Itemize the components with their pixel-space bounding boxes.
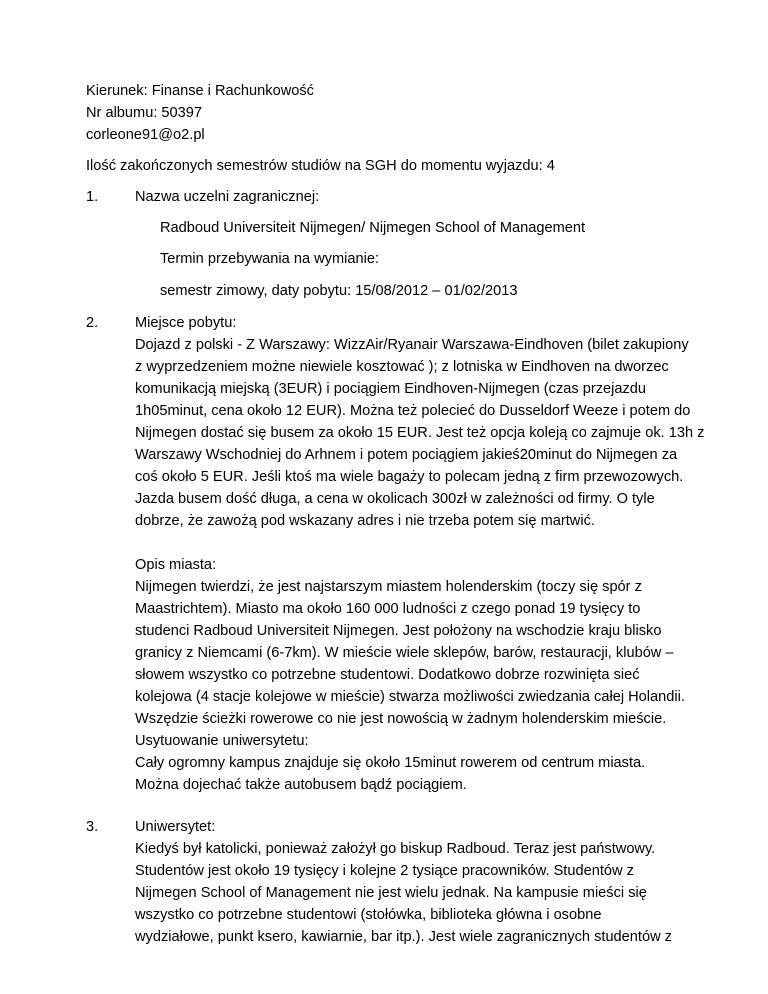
section-1-title: Nazwa uczelni zagranicznej:	[135, 189, 320, 205]
section-3-title: Uniwersytet:	[135, 819, 216, 835]
university-paragraph	[135, 838, 675, 948]
term-label: Termin przebywania na wymianie:	[160, 251, 379, 267]
email-address: corleone91@o2.pl	[86, 127, 205, 143]
paragraph-line: z wyprzedzeniem możne niewiele kosztować ); z lotniska w Eindhoven na dworzec	[135, 359, 669, 375]
university-location-title: Usytuowanie uniwersytetu:	[135, 733, 309, 749]
city-description-title: Opis miasta:	[135, 557, 217, 573]
section-1-number: 1.	[86, 189, 99, 205]
paragraph-line: wszystko co potrzebne studentowi (stołówka, biblioteka główna i osobne	[135, 907, 602, 923]
paragraph-line: kolejowa (4 stacje kolejowe w mieście) stwarza możliwości zwiedzania całej Holandii.	[135, 689, 685, 705]
paragraph-line: dobrze, że zawożą pod wskazany adres i nie trzeba potem się martwić.	[135, 513, 595, 529]
paragraph-line: komunikacją miejską (3EUR) i pociągiem Eindhoven-Nijmegen (czas przejazdu	[135, 381, 646, 397]
section-2-title: Miejsce pobytu:	[135, 315, 237, 331]
term-value: semestr zimowy, daty pobytu: 15/08/2012 – 01/02/2013	[160, 283, 518, 299]
paragraph-line: Wszędzie ścieżki rowerowe co nie jest nowością w żadnym holenderskim mieście.	[135, 711, 667, 727]
paragraph-line: słowem wszystko co potrzebne studentowi. Dodatkowo dobrze rozwinięta sieć	[135, 667, 640, 683]
paragraph-line: Nijmegen School of Management nie jest wielu jednak. Na kampusie mieści się	[135, 885, 647, 901]
paragraph-line: Studentów jest około 19 tysięcy i kolejne 2 tysiące pracowników. Studentów z	[135, 863, 634, 879]
paragraph-line: 1h05minut, cena około 12 EUR). Można też polecieć do Dusseldorf Weeze i potem do	[135, 403, 691, 419]
paragraph-line: Nijmegen dostać się busem za około 15 EUR. Jest też opcja koleją co zajmuje ok. 13h z	[135, 425, 705, 441]
travel-paragraph	[135, 334, 705, 532]
field-of-study: Kierunek: Finanse i Rachunkowość	[86, 83, 314, 99]
paragraph-line: Nijmegen twierdzi, że jest najstarszym miastem holenderskim (toczy się spór z	[135, 579, 642, 595]
paragraph-line: Kiedyś był katolicki, ponieważ założył go biskup Radboud. Teraz jest państwowy.	[135, 841, 656, 857]
section-2-number: 2.	[86, 315, 99, 331]
completed-semesters: Ilość zakończonych semestrów studiów na SGH do momentu wyjazdu: 4	[86, 158, 555, 174]
paragraph-line: coś około 5 EUR. Jeśli ktoś ma wiele bagaży to polecam jedną z firm przewozowych.	[135, 469, 684, 485]
paragraph-line: granicy z Niemcami (6-7km). W mieście wiele sklepów, barów, restauracji, klubów –	[135, 645, 674, 661]
album-number: Nr albumu: 50397	[86, 105, 203, 121]
university-location-paragraph	[135, 752, 675, 796]
paragraph-line: Jazda busem dość długa, a cena w okolicach 300zł w zależności od firmy. O tyle	[135, 491, 655, 507]
paragraph-line: Maastrichtem). Miasto ma około 160 000 ludności z czego ponad 19 tysięcy to	[135, 601, 641, 617]
paragraph-line: Cały ogromny kampus znajduje się około 15minut rowerem od centrum miasta.	[135, 755, 646, 771]
paragraph-line: studenci Radboud Universiteit Nijmegen. Jest położony na wschodzie kraju blisko	[135, 623, 662, 639]
paragraph-line: Można dojechać także autobusem bądź pociągiem.	[135, 777, 467, 793]
paragraph-line: wydziałowe, punkt ksero, kawiarnie, bar itp.). Jest wiele zagranicznych studentów z	[135, 929, 672, 945]
university-name: Radboud Universiteit Nijmegen/ Nijmegen School of Management	[160, 220, 586, 236]
paragraph-line: Warszawy Wschodniej do Arhnem i potem pociągiem jakieś20minut do Nijmegen za	[135, 447, 678, 463]
section-3-number: 3.	[86, 819, 99, 835]
paragraph-line: Dojazd z polski - Z Warszawy: WizzAir/Ryanair Warszawa-Eindhoven (bilet zakupiony	[135, 337, 689, 353]
city-description-paragraph	[135, 576, 685, 730]
